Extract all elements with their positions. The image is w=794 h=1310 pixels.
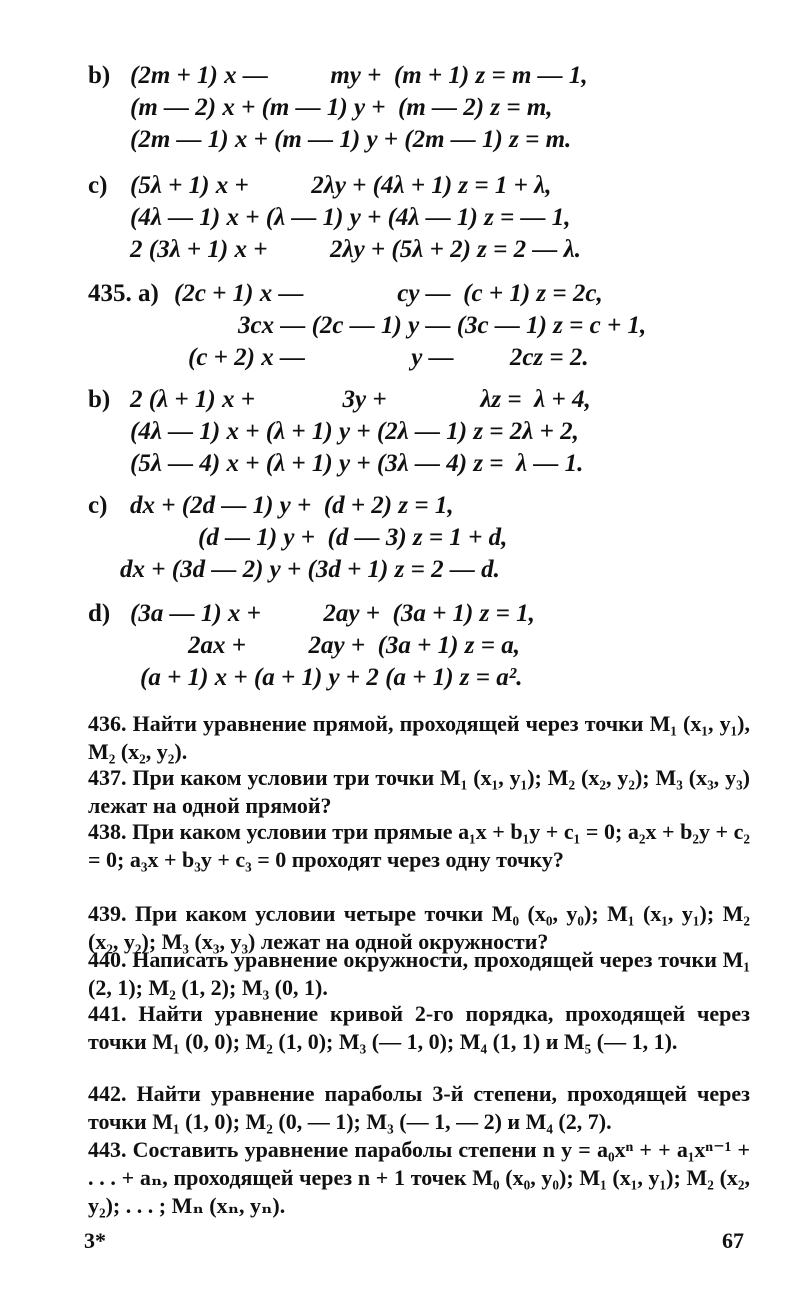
problem-443 [88,1136,750,1220]
equation-line: dx + (3d — 2) y + (3d + 1) z = 2 — d. [120,556,500,583]
equation-line: (2c + 1) x — cy — (c + 1) z = 2c, [174,280,603,307]
system-label: c) [88,172,108,199]
system-c [88,170,581,266]
problem-437 [88,764,750,820]
problem-436 [88,710,750,766]
equation-line: 2 (3λ + 1) x + 2λy + (5λ + 2) z = 2 — λ. [130,236,581,263]
equation-line: (5λ + 1) x + 2λy + (4λ + 1) z = 1 + λ, [130,172,552,199]
problem-text: Написать уравнение окружности, проходящей через точки M₁ (2, 1); M₂ (1, 2); M₃ (0, 1). [88,947,750,1000]
problem-text: При каком условии три точки M₁ (x₁, y₁); M₂ (x₂, y₂); M₃ (x₃, y₃) лежат на одной прямой? [88,765,751,818]
problem-text: При каком условии четыре точки M₀ (x₀, y₀); M₁ (x₁, y₁); M₂ (x₂, y₂); M₃ (x₃, y₃) лежат на одной окружности? [88,901,750,954]
equation-line: (c + 2) x — y — 2cz = 2. [188,344,589,371]
equation-line: (4λ — 1) x + (λ — 1) y + (4λ — 1) z = — 1, [130,204,571,231]
problem-text: Найти уравнение прямой, проходящей через точки M₁ (x₁, y₁), M₂ (x₂, y₂). [88,711,751,764]
problem-number: 437. [88,765,127,790]
system-label: 435. a) [88,280,159,307]
problem-number: 439. [88,901,127,926]
problem-number: 438. [88,819,127,844]
system-435d [88,598,535,694]
problem-441 [88,1000,750,1056]
problem-number: 441. [88,1001,127,1026]
problem-number: 436. [88,711,127,736]
equation-line: (2m — 1) x + (m — 1) y + (2m — 1) z = m. [130,126,572,153]
equation-line: (a + 1) x + (a + 1) y + 2 (a + 1) z = a². [140,664,523,691]
problem-438 [88,818,750,874]
equation-line: (d — 1) y + (d — 3) z = 1 + d, [198,524,508,551]
system-label: c) [88,492,108,519]
system-label: d) [88,600,111,627]
equation-line: (3a — 1) x + 2ay + (3a + 1) z = 1, [130,600,535,627]
problem-number: 442. [88,1081,127,1106]
system-435b [88,384,591,480]
problem-text: Составить уравнение параболы степени n y = a₀xⁿ + + a₁xⁿ⁻¹ + . . . + aₙ, проходящей через n + 1 точек M₀ (x₀, y₀); M₁ (x₁, y₁); M₂ (x₂, y₂); . . . ; Mₙ (xₙ, yₙ). [88,1137,751,1218]
problem-number: 443. [88,1137,127,1162]
equation-line: (4λ — 1) x + (λ + 1) y + (2λ — 1) z = 2λ + 2, [130,418,579,445]
system-label: b) [88,62,111,89]
problem-text: Найти уравнение кривой 2-го порядка, проходящей через точки M₁ (0, 0); M₂ (1, 0); M₃ (— 1, 0); M₄ (1, 1) и M₅ (— 1, 1). [88,1001,750,1054]
problem-number: 440. [88,947,127,972]
signature-mark: 3* [84,1228,106,1253]
system-b [88,60,588,156]
problem-text: При каком условии три прямые a₁x + b₁y + c₁ = 0; a₂x + b₂y + c₂ = 0; a₃x + b₃y + c₃ = 0 проходят через одну точку? [88,819,750,872]
system-435a [88,278,646,374]
page-number: 67 [722,1228,744,1253]
equation-line: 2ax + 2ay + (3a + 1) z = a, [188,632,520,659]
equation-line: (2m + 1) x — my + (m + 1) z = m — 1, [130,62,588,89]
problem-442 [88,1080,750,1136]
system-label: b) [88,386,111,413]
equation-line: 3cx — (2c — 1) y — (3c — 1) z = c + 1, [238,312,647,339]
equation-line: (m — 2) x + (m — 1) y + (m — 2) z = m, [130,94,553,121]
system-435c [88,490,507,586]
equation-line: (5λ — 4) x + (λ + 1) y + (3λ — 4) z = λ — 1. [130,450,584,477]
equation-line: 2 (λ + 1) x + 3y + λz = λ + 4, [130,386,591,413]
equation-line: dx + (2d — 1) y + (d + 2) z = 1, [130,492,454,519]
problem-text: Найти уравнение параболы 3-й степени, проходящей через точки M₁ (1, 0); M₂ (0, — 1); M₃ (— 1, — 2) и M₄ (2, 7). [88,1081,751,1134]
problem-440 [88,946,750,1002]
